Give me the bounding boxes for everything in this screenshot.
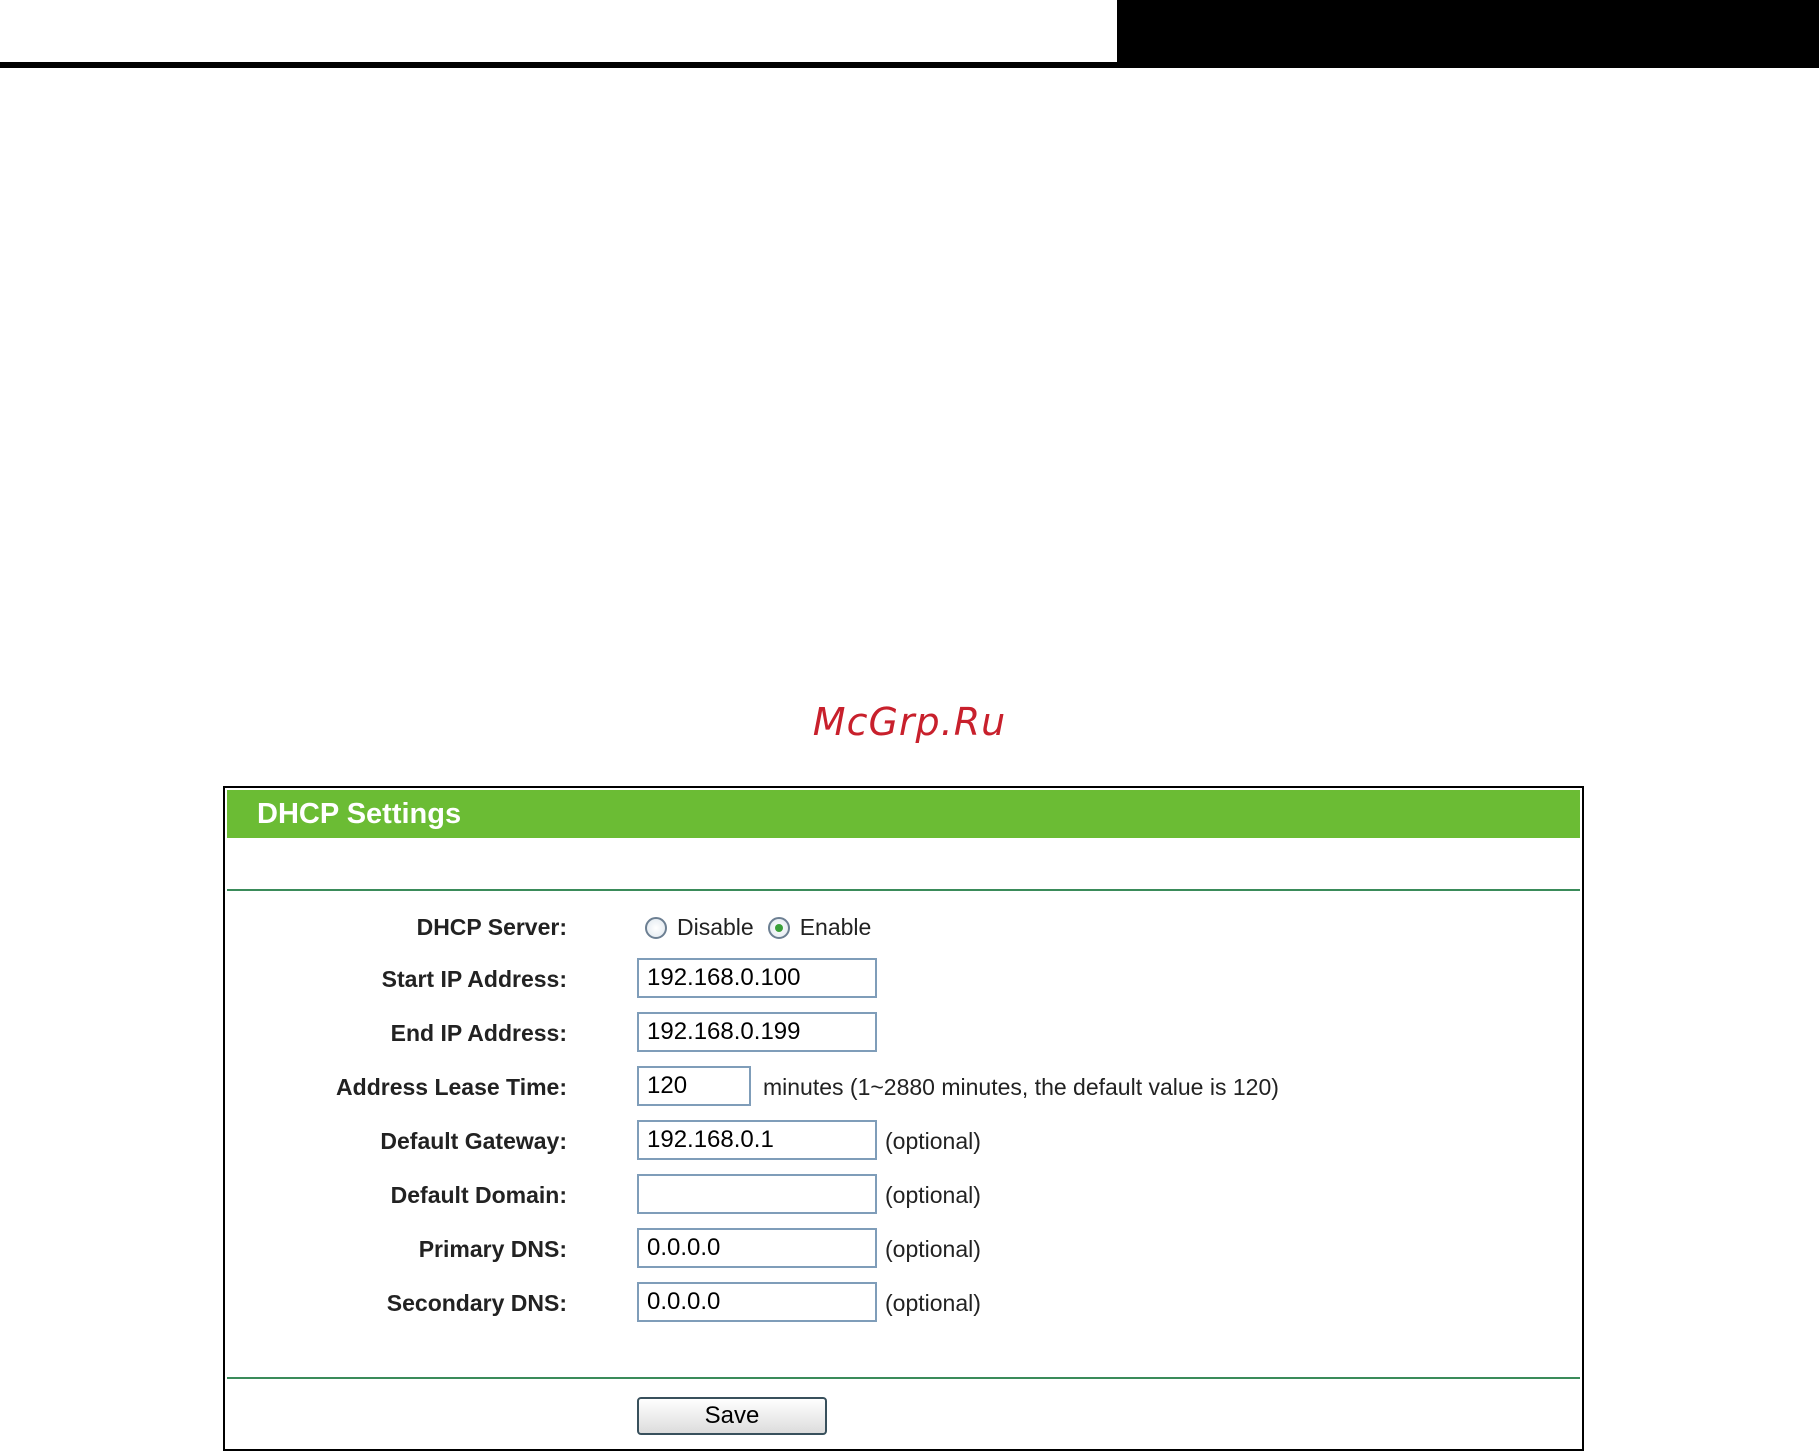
row-primary-dns (225, 1236, 1582, 1280)
radio-enable-label[interactable]: Enable (799, 914, 872, 940)
end-ip-label: End IP Address: (390, 1020, 567, 1046)
lease-time-hint: minutes (1~2880 minutes, the default value is 120) (763, 1074, 1279, 1100)
secondary-dns-hint: (optional) (885, 1290, 981, 1316)
watermark: McGrp.Ru (812, 700, 1007, 744)
divider-top (227, 889, 1580, 891)
divider-bottom (227, 1377, 1580, 1379)
radio-disable[interactable] (645, 917, 667, 939)
dhcp-server-radio-group (645, 914, 885, 941)
end-ip-input[interactable] (637, 1012, 877, 1052)
row-start-ip (225, 966, 1582, 1010)
secondary-dns-input[interactable] (637, 1282, 877, 1322)
primary-dns-hint: (optional) (885, 1236, 981, 1262)
row-dhcp-server (225, 914, 1582, 958)
panel-title: DHCP Settings (257, 798, 462, 830)
radio-disable-label[interactable]: Disable (677, 914, 754, 940)
start-ip-label: Start IP Address: (381, 966, 567, 992)
header-black-block (1117, 0, 1819, 64)
start-ip-input[interactable] (637, 958, 877, 998)
dhcp-settings-panel (223, 786, 1584, 1451)
header-rule (0, 62, 1819, 68)
primary-dns-input[interactable] (637, 1228, 877, 1268)
gateway-label: Default Gateway: (380, 1128, 567, 1154)
radio-enable[interactable] (768, 917, 790, 939)
lease-time-input[interactable] (637, 1066, 751, 1106)
row-lease-time (225, 1074, 1582, 1118)
primary-dns-label: Primary DNS: (418, 1236, 567, 1262)
lease-time-label: Address Lease Time: (336, 1074, 567, 1100)
row-gateway (225, 1128, 1582, 1172)
domain-input[interactable] (637, 1174, 877, 1214)
row-secondary-dns (225, 1290, 1582, 1334)
gateway-input[interactable] (637, 1120, 877, 1160)
domain-hint: (optional) (885, 1182, 981, 1208)
domain-label: Default Domain: (390, 1182, 567, 1208)
row-end-ip (225, 1020, 1582, 1064)
row-domain (225, 1182, 1582, 1226)
gateway-hint: (optional) (885, 1128, 981, 1154)
secondary-dns-label: Secondary DNS: (386, 1290, 567, 1316)
panel-header (227, 790, 1580, 838)
dhcp-server-label: DHCP Server: (416, 914, 567, 940)
save-button[interactable]: Save (637, 1397, 827, 1435)
